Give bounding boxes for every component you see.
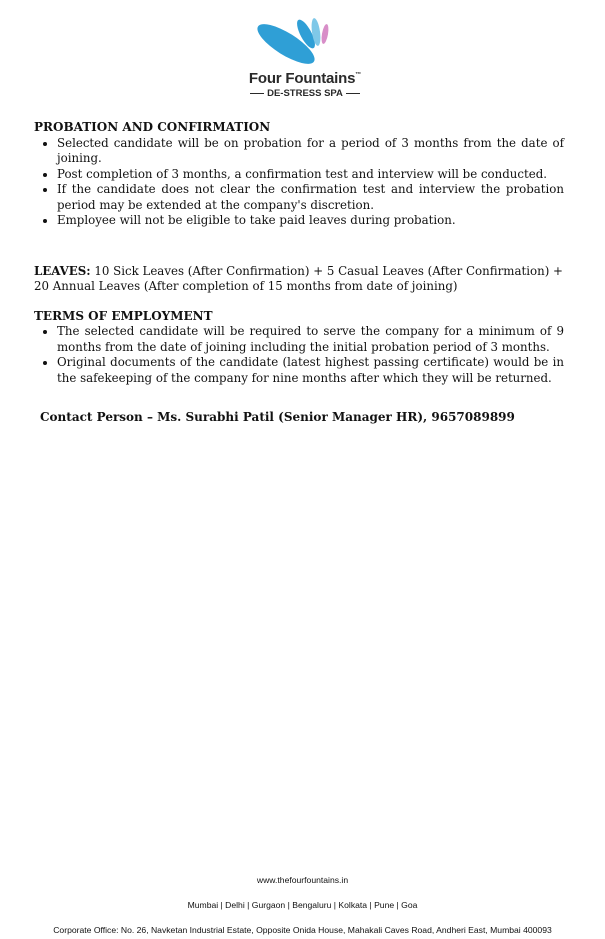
footer-office-address: Corporate Office: No. 26, Navketan Industrial Estate, Opposite Onida House, Mahakali Caves Road, Andheri East, Mumbai 400093 [53,925,552,935]
terms-list [34,324,564,386]
brand-block [230,70,380,99]
brand-name: Four Fountains™ [248,70,362,87]
list-item: • Selected candidate will be on probation for a period of 3 months from the date of joining. [57,136,564,167]
list-item: • If the candidate does not clear the confirmation test and interview the probation period may be extended at the company's discretion. [57,182,564,213]
footer-cities: Mumbai | Delhi | Gurgaon | Bengaluru | Kolkata | Pune | Goa [187,900,418,910]
terms-heading: TERMS OF EMPLOYMENT [34,308,213,323]
list-item: • Original documents of the candidate (latest highest passing certificate) would be in the safekeeping of the company for nine months after which they will be returned. [57,355,564,386]
probation-list [34,136,564,229]
list-item: • Post completion of 3 months, a confirmation test and interview will be conducted. [57,167,564,183]
contact-person: Contact Person – Ms. Surabhi Patil (Senior Manager HR), 9657089899 [40,410,515,424]
list-item: • Employee will not be eligible to take paid leaves during probation. [57,213,564,229]
leaves-paragraph [34,264,564,295]
leaves-text: 10 Sick Leaves (After Confirmation) + 5 Casual Leaves (After Confirmation) + 20 Annual Leaves (After completion of 15 months from date of joining) [34,263,563,293]
document-body [34,120,564,426]
footer-website[interactable]: www.thefourfountains.in [256,875,349,885]
probation-heading: PROBATION AND CONFIRMATION [34,120,271,134]
brand-tagline: DE-STRESS SPA [230,88,380,99]
leaves-label: LEAVES: [34,263,91,278]
list-item: • The selected candidate will be required to serve the company for a minimum of 9 months from the date of joining including the initial probation period of 3 months. [57,324,564,355]
